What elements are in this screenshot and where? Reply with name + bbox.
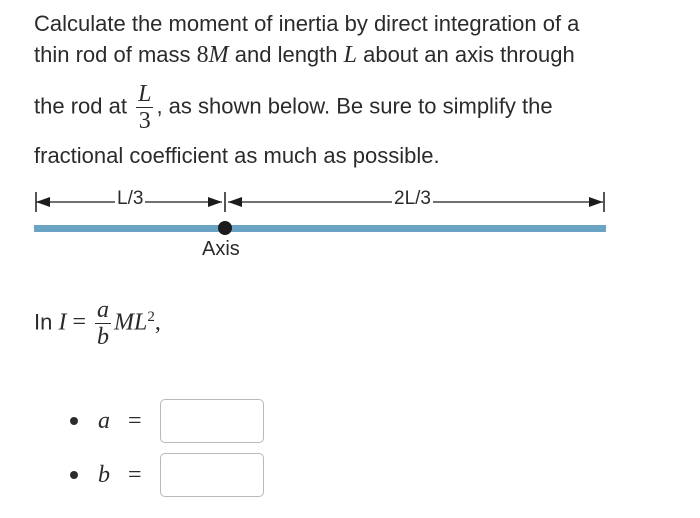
fraction-numerator: L bbox=[138, 81, 152, 107]
answer-equals-a: = bbox=[128, 407, 142, 434]
answer-input-a[interactable] bbox=[160, 399, 264, 443]
formula-lhs: I bbox=[58, 309, 67, 336]
length-variable: L bbox=[343, 42, 357, 68]
right-arrowhead-right bbox=[589, 197, 603, 207]
problem-text-2a: thin rod of mass bbox=[34, 42, 197, 67]
answer-variable-b: b bbox=[98, 461, 110, 488]
left-arrowhead-right bbox=[208, 197, 222, 207]
problem-line-2 bbox=[34, 39, 684, 71]
formula-denominator: b bbox=[97, 324, 110, 350]
rod-diagram bbox=[0, 180, 700, 270]
formula bbox=[34, 297, 161, 350]
fraction-denominator: 3 bbox=[138, 108, 151, 134]
axis-label: Axis bbox=[202, 238, 240, 260]
problem-text-1: Calculate the moment of inertia by direct integration of a bbox=[34, 11, 580, 36]
problem-line-1 bbox=[34, 8, 684, 39]
problem-line-3 bbox=[34, 81, 684, 134]
axis-pivot bbox=[218, 221, 232, 235]
problem-statement bbox=[34, 8, 684, 171]
problem-text-3b: , as shown below. Be sure to simplify the bbox=[156, 93, 553, 119]
bullet bbox=[70, 417, 78, 425]
answer-equals-b: = bbox=[128, 461, 142, 488]
formula-equals: = bbox=[72, 309, 87, 336]
rod bbox=[34, 225, 606, 232]
answer-row-b bbox=[70, 450, 264, 500]
problem-text-4: fractional coefficient as much as possible. bbox=[34, 143, 440, 168]
formula-rhs: ML bbox=[114, 309, 148, 336]
left-arrowhead-left bbox=[36, 197, 50, 207]
problem-text-3a: the rod at bbox=[34, 93, 134, 119]
position-fraction bbox=[136, 81, 153, 134]
mass-variable: M bbox=[208, 42, 229, 68]
formula-numerator: a bbox=[97, 297, 110, 323]
answer-input-b[interactable] bbox=[160, 453, 264, 497]
right-segment-label: 2L/3 bbox=[394, 188, 431, 209]
formula-fraction bbox=[95, 297, 111, 350]
formula-exponent: 2 bbox=[147, 308, 155, 325]
formula-prefix: In bbox=[34, 309, 59, 335]
problem-text-2b: and length bbox=[228, 42, 344, 67]
problem-text-2c: about an axis through bbox=[356, 42, 575, 67]
answer-variable-a: a bbox=[98, 407, 110, 434]
answer-row-a bbox=[70, 396, 264, 446]
mass-coefficient: 8 bbox=[196, 42, 209, 68]
problem-line-4 bbox=[34, 140, 684, 171]
bullet bbox=[70, 471, 78, 479]
right-arrowhead-left bbox=[228, 197, 242, 207]
rod-diagram-svg bbox=[0, 180, 700, 270]
formula-suffix: , bbox=[154, 309, 161, 336]
left-segment-label: L/3 bbox=[117, 188, 144, 209]
